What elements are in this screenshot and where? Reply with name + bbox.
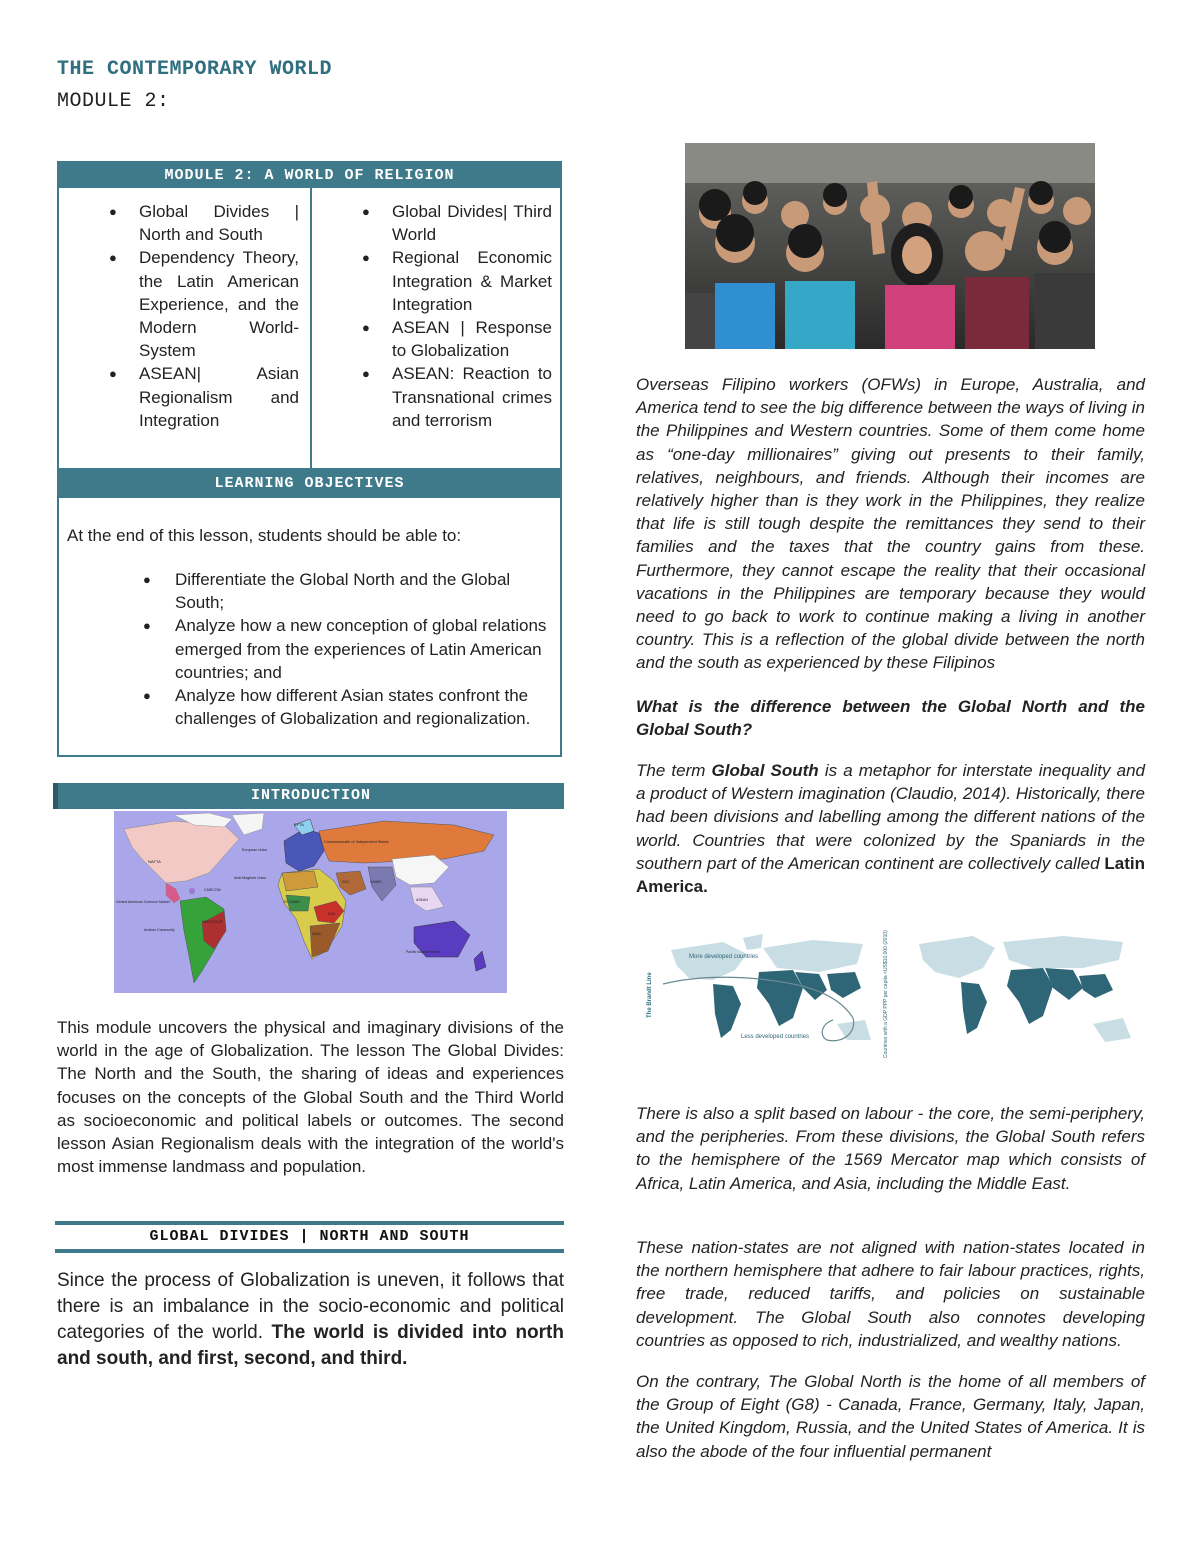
objectives-title-bar: LEARNING OBJECTIVES (59, 468, 560, 498)
svg-text:Commonwealth of Independent St: Commonwealth of Independent States (324, 840, 389, 844)
introduction-paragraph: This module uncovers the physical and imaginary divisions of the world in the age of Globalization. The lesson The Global Divides: The North and the South, the sharing of ideas and experiences focuses on the concepts of the Global South and the Third World as socioeconomic and political labels or outcomes. The second lesson Asian Regionalism deals with the integration of the world's most immense landmass and population. (57, 1018, 564, 1177)
svg-text:More developed countries: More developed countries (689, 954, 759, 960)
svg-text:SAARC: SAARC (370, 880, 383, 884)
ofw-crowd-photo (685, 143, 1095, 349)
topics-left-column (59, 188, 312, 468)
list-item: ● ASEAN: Reaction to Transnational crimes and terrorism (362, 364, 552, 430)
objectives-section (59, 496, 560, 755)
svg-text:SADC: SADC (312, 932, 322, 936)
global-divides-heading: GLOBAL DIVIDES | NORTH AND SOUTH (55, 1221, 564, 1253)
list-item: ● Differentiate the Global North and the Global South; (143, 570, 511, 613)
labour-split-paragraph: There is also a split based on labour - the core, the semi-periphery, and the peripheries. From these divisions, the Global South refers to the hemisphere of the 1569 Mercator map which consists of Africa, Latin America, and Asia, including the Middle East. (636, 1104, 1145, 1193)
module-box (57, 161, 562, 757)
svg-text:NAFTA: NAFTA (148, 859, 161, 864)
document-title: THE CONTEMPORARY WORLD (57, 58, 333, 81)
list-item: ● ASEAN | Response to Globalization (362, 318, 552, 361)
module-label: MODULE 2: (57, 90, 170, 113)
list-item: ● Analyze how different Asian states confront the challenges of Globalization and regionalization. (143, 686, 531, 729)
svg-text:Less developed countries: Less developed countries (741, 1034, 810, 1040)
regional-blocs-world-map (114, 811, 507, 993)
svg-text:GCC: GCC (342, 880, 350, 884)
global-north-paragraph: On the contrary, The Global North is the home of all members of the Group of Eight (G8) - Canada, France, Germany, Italy, Japan, the United Kingdom, Russia, and the United States of America. It is also the abode of the four influential permanent (636, 1372, 1145, 1461)
list-item: ● ASEAN| Asian Regionalism and Integration (109, 364, 299, 430)
svg-text:Central American Common Market: Central American Common Market (116, 900, 170, 904)
svg-text:EAC: EAC (328, 912, 336, 916)
introduction-title-bar: INTRODUCTION (53, 783, 564, 809)
list-item: ● Analyze how a new conception of global relations emerged from the experiences of Latin American countries; and (143, 616, 547, 682)
ofw-paragraph: Overseas Filipino workers (OFWs) in Europe, Australia, and America tend to see the big difference between the ways of living in the Philippines and Western countries. Some of them come home as “one-day millionaires” giving out presents to their family, relatives, neighbours, and friends. Although their incomes are relatively higher than is they work in the Philippines, they realize that life is still tough despite the remittances they send to their families and the taxes that the country gains from these. Furthermore, they cannot escape the reality that their occasional vacations in the Philippines are temporary because they would need to go back to work to continue making a living in another country. This is a reflection of the global divide between the north and the south as experienced by these Filipinos (636, 375, 1145, 673)
svg-text:Countries with a GDP PPP per c: Countries with a GDP PPP per capita <US$10,000 (2010) (883, 930, 889, 1058)
topics-right-column (312, 188, 560, 468)
svg-text:MERCOSUR: MERCOSUR (202, 920, 223, 924)
svg-text:Pacific Islands Forum: Pacific Islands Forum (406, 950, 440, 954)
global-south-term-paragraph: The term Global South is a metaphor for interstate inequality and a product of Western imagination (Claudio, 2014). Historically, there had been divisions and labelling among the different nations of the world. Countries that were colonized by the Spaniards in the southern part of the American continent are collectively called Latin America. (636, 761, 1145, 897)
svg-text:ASEAN: ASEAN (416, 898, 428, 902)
svg-text:EFTA: EFTA (294, 822, 304, 827)
svg-text:European Union: European Union (242, 848, 268, 852)
list-item: ● Global Divides| Third World (362, 202, 552, 245)
module-title-bar: MODULE 2: A WORLD OF RELIGION (59, 163, 560, 188)
global-divides-paragraph: Since the process of Globalization is uneven, it follows that there is an imbalance in the socio-economic and political categories of the world. The world is divided into north and south, and first, second, and third. (57, 1270, 564, 1369)
svg-text:ECOWAS: ECOWAS (284, 900, 300, 904)
objectives-intro: At the end of this lesson, students should be able to: (67, 526, 462, 545)
objectives-list (143, 568, 555, 730)
svg-text:Arab Maghreb Union: Arab Maghreb Union (234, 876, 267, 880)
list-item: ● Dependency Theory, the Latin American Experience, and the Modern World-System (109, 248, 299, 361)
list-item: ● Global Divides | North and South (109, 202, 299, 245)
svg-text:The Brandt Line: The Brandt Line (647, 972, 653, 1018)
nation-states-paragraph: These nation-states are not aligned with nation-states located in the northern hemisphere that adhere to fair labour practices, rights, free trade, reduced tariffs, and policies on sustainable development. The Global South also connotes developing countries as opposed to rich, industrialized, and wealthy nations. (636, 1238, 1145, 1350)
north-south-question: What is the difference between the Global North and the Global South? (636, 697, 1145, 740)
svg-text:CARICOM: CARICOM (204, 888, 221, 892)
brandt-line-map (643, 928, 1152, 1058)
list-item: ● Regional Economic Integration & Market Integration (362, 248, 552, 314)
svg-text:Andean Community: Andean Community (144, 928, 175, 932)
topics-table (59, 188, 560, 468)
